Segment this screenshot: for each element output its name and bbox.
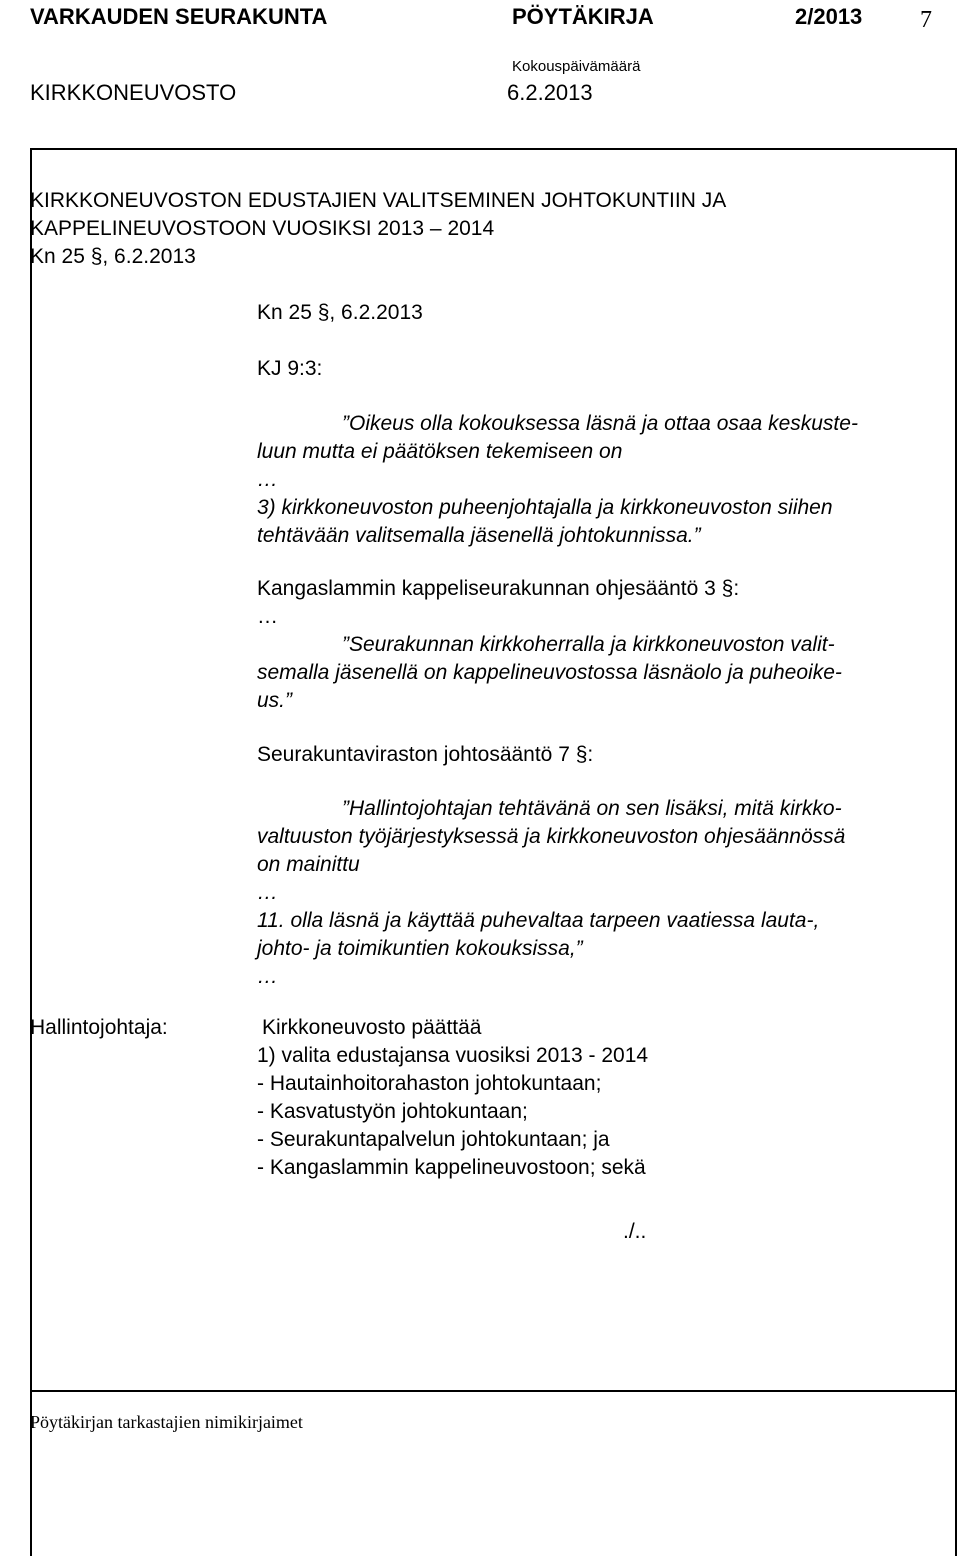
- kappeli-quote-line-1: ”Seurakunnan kirkkoherralla ja kirkkoneuvoston valit-: [342, 633, 835, 656]
- page-number: 7: [920, 7, 932, 33]
- kappeli-quote-line-3: us.”: [257, 689, 293, 712]
- kj-quote-line-1: ”Oikeus olla kokouksessa läsnä ja ottaa osaa keskuste-: [342, 412, 858, 435]
- meeting-date: 6.2.2013: [507, 80, 593, 105]
- body-name: KIRKKONEUVOSTO: [30, 80, 237, 105]
- footer-divider: [30, 1390, 957, 1392]
- case-reference: Kn 25 §, 6.2.2013: [30, 245, 196, 268]
- proposal-line-5: - Seurakuntapalvelun johtokuntaan; ja: [257, 1128, 610, 1151]
- continues-marker: ./..: [623, 1220, 647, 1243]
- kj-quote-line-4: 3) kirkkoneuvoston puheenjohtajalla ja kirkkoneuvoston siihen: [257, 496, 833, 519]
- organization-name: VARKAUDEN SEURAKUNTA: [30, 4, 328, 29]
- document-number: 2/2013: [795, 4, 863, 29]
- virasto-quote-line-6: johto- ja toimikuntien kokouksissa,”: [257, 937, 583, 960]
- case-reference-repeat: Kn 25 §, 6.2.2013: [257, 301, 423, 324]
- document-type: PÖYTÄKIRJA: [512, 4, 654, 29]
- proposal-line-4: - Kasvatustyön johtokuntaan;: [257, 1100, 528, 1123]
- proposal-body: [257, 1014, 937, 1182]
- proposal-label: Hallintojohtaja:: [30, 1016, 168, 1039]
- kappeli-reference: Kangaslammin kappeliseurakunnan ohjesääntö 3 §:: [257, 577, 740, 600]
- virasto-reference: Seurakuntaviraston johtosääntö 7 §:: [257, 743, 594, 766]
- kappeli-quote-line-2: semalla jäsenellä on kappelineuvostossa läsnäolo ja puheoike-: [257, 661, 842, 684]
- virasto-quote-line-7: …: [257, 965, 278, 988]
- case-title-line-2: KAPPELINEUVOSTOON VUOSIKSI 2013 – 2014: [30, 217, 495, 240]
- meeting-date-label: Kokouspäivämäärä: [512, 58, 641, 75]
- kj-quote-line-3: …: [257, 468, 278, 491]
- kj-reference: KJ 9:3:: [257, 357, 323, 380]
- signature-label: Pöytäkirjan tarkastajien nimikirjaimet: [30, 1412, 303, 1432]
- virasto-quote-line-5: 11. olla läsnä ja käyttää puhevaltaa tarpeen vaatiessa lauta-,: [257, 909, 820, 932]
- kj-quote: [257, 410, 937, 550]
- virasto-quote-line-4: …: [257, 881, 278, 904]
- virasto-quote-line-2: valtuuston työjärjestyksessä ja kirkkoneuvoston ohjesäännössä: [257, 825, 846, 848]
- virasto-quote: [257, 795, 947, 991]
- kj-quote-line-2: luun mutta ei päätöksen tekemiseen on: [257, 440, 623, 463]
- virasto-quote-line-3: on mainittu: [257, 853, 360, 876]
- kappeli-ellipsis: …: [257, 605, 278, 628]
- kj-quote-line-5: tehtävään valitsemalla jäsenellä johtokunnissa.”: [257, 524, 701, 547]
- case-title-line-1: KIRKKONEUVOSTON EDUSTAJIEN VALITSEMINEN JOHTOKUNTIIN JA: [30, 189, 727, 212]
- virasto-quote-line-1: ”Hallintojohtajan tehtävänä on sen lisäksi, mitä kirkko-: [342, 797, 842, 820]
- kappeli-quote: [257, 631, 937, 715]
- proposal-line-2: 1) valita edustajansa vuosiksi 2013 - 2014: [257, 1044, 649, 1067]
- proposal-line-3: - Hautainhoitorahaston johtokuntaan;: [257, 1072, 602, 1095]
- proposal-line-6: - Kangaslammin kappelineuvostoon; sekä: [257, 1156, 646, 1179]
- proposal-line-1: Kirkkoneuvosto päättää: [262, 1016, 482, 1039]
